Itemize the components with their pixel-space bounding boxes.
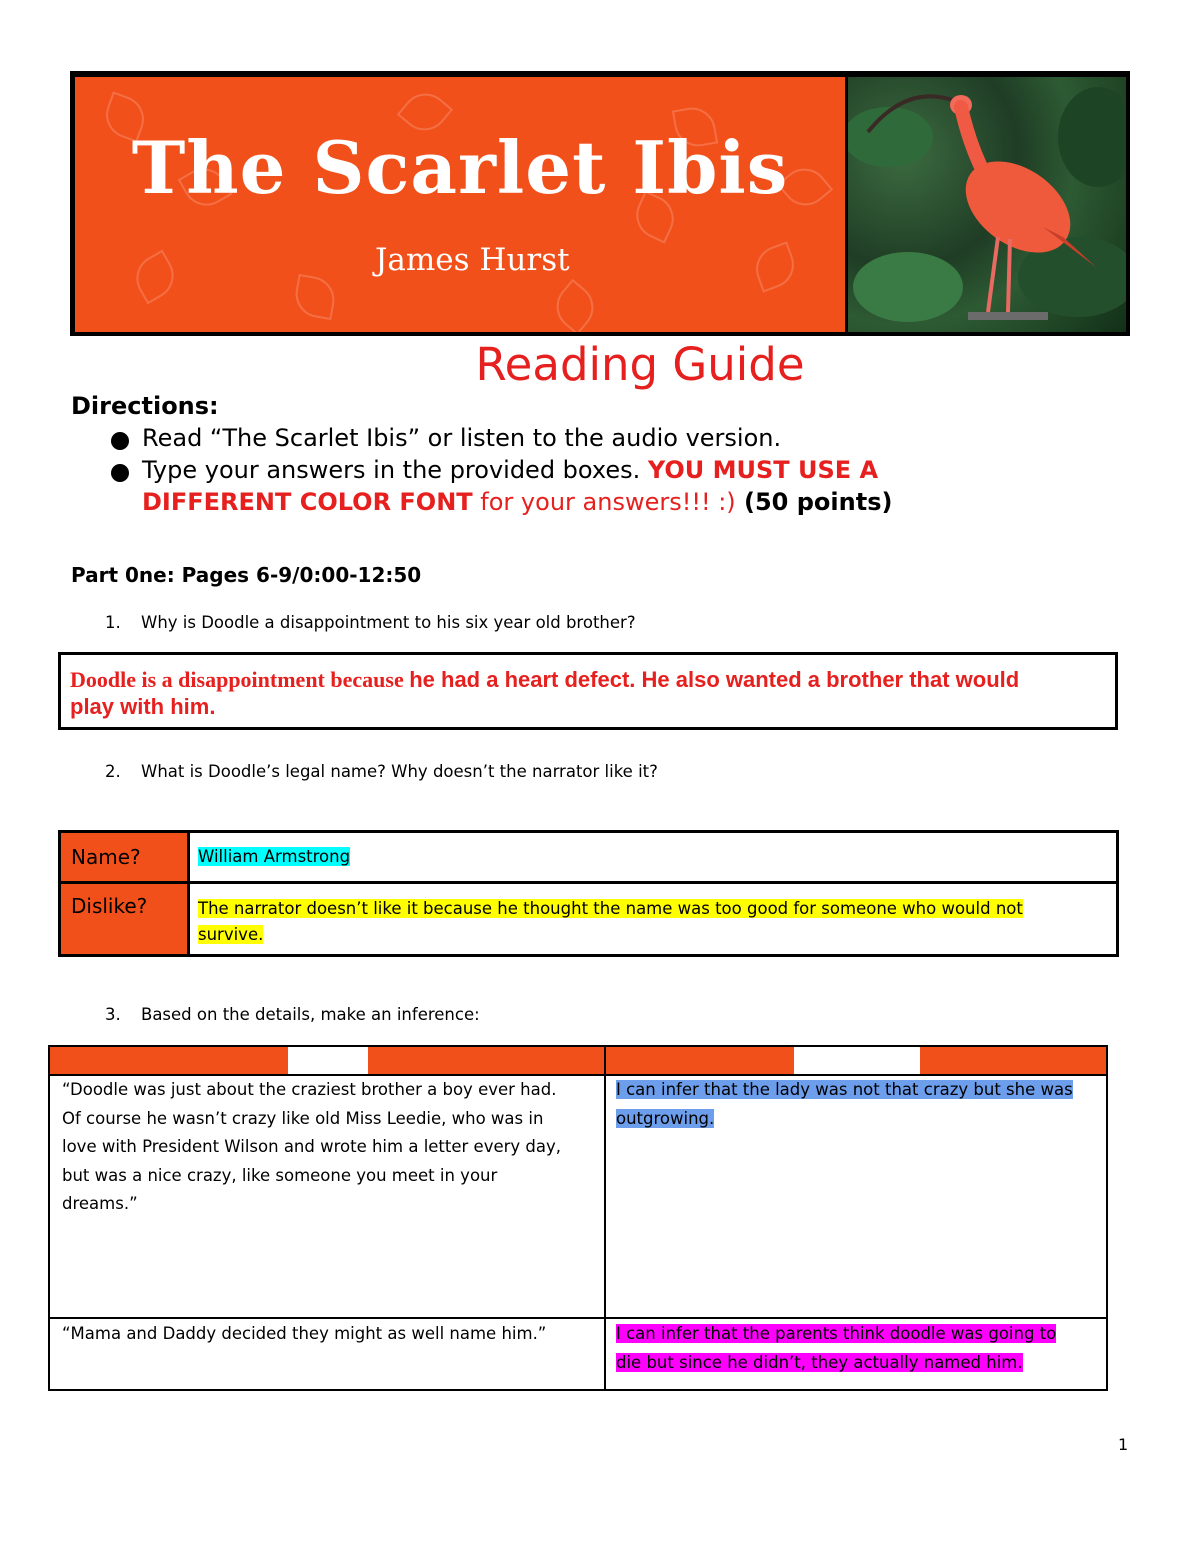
name-table (58, 830, 1119, 957)
dislike-label: Dislike? (61, 884, 187, 954)
directions-bullet-2-line-2: DIFFERENT COLOR FONT for your answers!!! :) (50 points) (142, 488, 893, 516)
banner-author: James Hurst (375, 242, 570, 278)
name-answer: William Armstrong (198, 847, 351, 866)
page-number: 1 (1118, 1435, 1129, 1454)
inference-cell-1[interactable]: I can infer that the lady was not that crazy but she was outgrowing. (616, 1080, 1073, 1128)
bullet-icon (111, 464, 129, 482)
bullet-icon (111, 432, 129, 450)
ibis-bird-icon (848, 77, 1126, 332)
page-title: Reading Guide (475, 338, 805, 391)
must-use-warning: YOU MUST USE A (647, 456, 879, 484)
dislike-answer-line-1: The narrator doesn’t like it because he thought the name was too good for someone who would not (198, 899, 1023, 918)
banner-orange-panel (75, 77, 845, 332)
color-font-warning: DIFFERENT COLOR FONT (142, 488, 473, 516)
banner-title: The Scarlet Ibis (131, 125, 789, 210)
detail-cell-1: “Doodle was just about the craziest brother a boy ever had. Of course he wasn’t crazy like old Miss Leedie, who was in love with President Wilson and wrote him a letter every day, but was a nice crazy, like someone you meet in your dreams.” (62, 1080, 562, 1213)
header-cell (920, 1047, 1106, 1074)
name-label: Name? (61, 833, 187, 881)
inference-cell-2[interactable]: I can infer that the parents think doodle was going to die but since he didn’t, they actually named him. (616, 1324, 1057, 1372)
scarlet-ibis-photo (848, 77, 1126, 332)
dislike-answer-cell[interactable] (198, 896, 1023, 948)
answer-1-text: Doodle is a disappointment because he had a heart defect. He also wanted a brother that would play with him. (70, 667, 1020, 719)
dislike-answer-line-2: survive. (198, 925, 264, 944)
detail-cell-2: “Mama and Daddy decided they might as well name him.” (62, 1324, 547, 1343)
directions-bullet-1: Read “The Scarlet Ibis” or listen to the audio version. (142, 424, 782, 452)
header-cell (50, 1047, 288, 1074)
title-banner (70, 71, 1130, 336)
part-one-heading: Part 0ne: Pages 6-9/0:00-12:50 (71, 563, 422, 587)
question-3: 3. Based on the details, make an inference: (105, 1005, 480, 1024)
points-value: (50 points) (735, 488, 893, 516)
name-answer-cell[interactable] (198, 845, 350, 869)
question-1: 1. Why is Doodle a disappointment to his six year old brother? (105, 613, 636, 632)
directions-title: Directions: (71, 392, 219, 420)
question-2: 2. What is Doodle’s legal name? Why doesn’t the narrator like it? (105, 762, 658, 781)
directions-bullet-2-line-1: Type your answers in the provided boxes. YOU MUST USE A (142, 456, 879, 484)
inference-table (48, 1045, 1108, 1391)
answer-box-1[interactable] (58, 652, 1118, 730)
header-cell (368, 1047, 604, 1074)
header-cell (606, 1047, 794, 1074)
